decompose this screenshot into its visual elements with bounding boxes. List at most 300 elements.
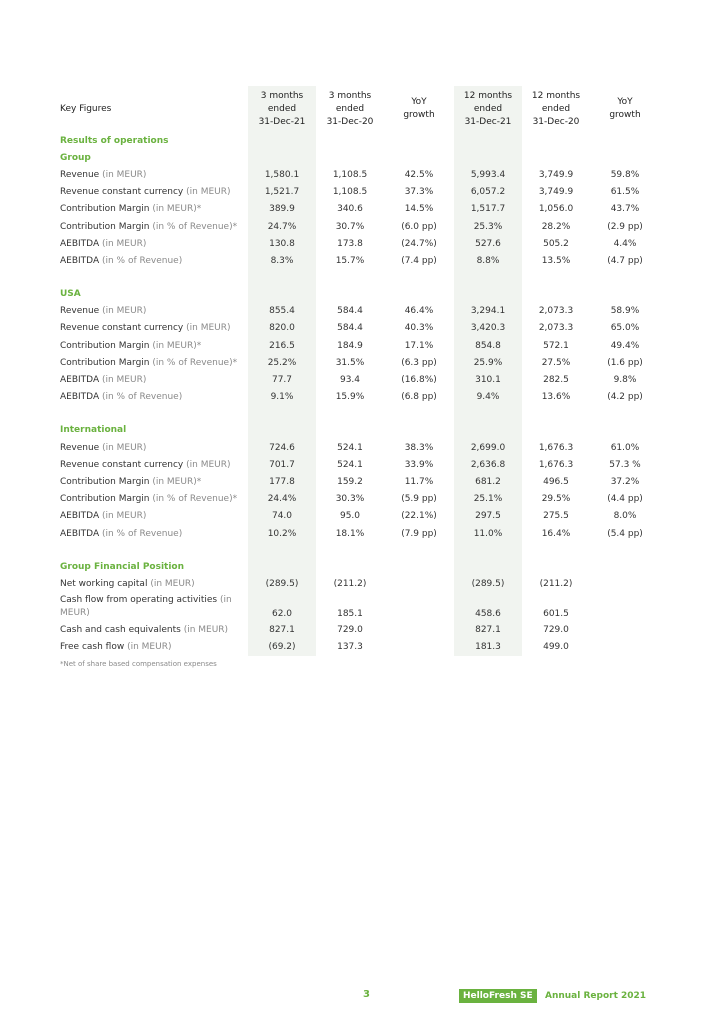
value-cell: 9.8% [613,375,637,386]
header-key-figures: Key Figures [60,103,112,114]
value-cell: 11.0% [454,525,522,542]
value-cell [590,575,660,592]
value-cell: 1,108.5 [332,187,368,198]
table-row [56,184,660,201]
spacer-cell [56,270,248,286]
table-row [56,252,660,269]
metric-unit: (in MEUR) [183,187,231,198]
value-cell: 1,108.5 [332,169,368,180]
value-cell: 701.7 [248,456,316,473]
metric-name: Contribution Margin [60,476,150,487]
value-cell: 93.4 [339,375,361,386]
empty-cell [522,286,590,303]
spacer-cell [590,542,660,558]
value-cell: 18.1% [335,528,365,539]
metric-unit: (in MEUR)* [149,340,202,351]
value-cell: 43.7% [610,204,640,215]
table-row [56,166,660,183]
metric-unit: (in % of Revenue)* [149,494,238,505]
value-cell: 24.7% [248,218,316,235]
metric-name: Contribution Margin [60,494,150,505]
spacer-cell [56,542,248,558]
empty-cell [590,149,660,166]
empty-cell [384,286,454,303]
empty-cell [522,132,590,149]
metric-unit: (in % of Revenue)* [149,221,238,232]
empty-cell [316,132,384,149]
metric-name: Contribution Margin [60,221,150,232]
value-cell: 9.4% [454,389,522,406]
empty-cell [384,149,454,166]
table-body [56,132,660,673]
section-heading-row [56,132,660,149]
value-cell: 8.8% [454,252,522,269]
value-cell: 4.4% [613,238,637,249]
metric-unit: (in MEUR) [99,375,147,386]
metric-name: AEBITDA [60,375,100,386]
value-cell: (5.9 pp) [401,494,437,505]
value-cell: 389.9 [248,201,316,218]
header-fy-2021: 12 months ended 31-Dec-21 [454,86,522,132]
spacer-cell [316,542,384,558]
spacer-cell [454,270,522,286]
metric-unit: (in MEUR) [99,169,147,180]
empty-cell [590,558,660,575]
section-heading: International [60,425,127,436]
value-cell: 572.1 [543,340,569,351]
header-fy-2020: 12 months ended 31-Dec-20 [531,90,581,127]
spacer-row [56,406,660,422]
value-cell: (4.4 pp) [607,494,643,505]
empty-cell [384,422,454,439]
empty-cell [248,656,316,673]
value-cell: 74.0 [248,508,316,525]
empty-cell [590,656,660,673]
value-cell: (7.4 pp) [401,255,437,266]
row-label [56,252,248,269]
section-heading-row [56,286,660,303]
metric-name: AEBITDA [60,392,100,403]
metric-name: Free cash flow [60,642,125,653]
value-cell: 59.8% [610,169,640,180]
spacer-cell [248,406,316,422]
row-label [56,439,248,456]
row-label [56,184,248,201]
metric-unit: (in % of Revenue)* [149,357,238,368]
value-cell: 584.4 [337,306,363,317]
company-badge: HelloFresh SE [459,989,537,1003]
value-cell [590,593,660,622]
value-cell: 14.5% [404,204,434,215]
value-cell: 185.1 [337,608,363,619]
row-label [56,235,248,252]
value-cell: (211.2) [539,578,573,589]
section-heading-row [56,149,660,166]
value-cell: (289.5) [248,575,316,592]
value-cell: (4.7 pp) [607,255,643,266]
value-cell: 854.8 [454,337,522,354]
metric-name: AEBITDA [60,528,100,539]
value-cell: 827.1 [248,622,316,639]
key-figures-table [56,86,660,673]
row-label [56,201,248,218]
empty-cell [248,558,316,575]
metric-unit: (in MEUR) [124,642,172,653]
header-q4-yoy: YoY growth [403,97,435,120]
value-cell: 137.3 [337,642,363,653]
empty-cell [454,422,522,439]
value-cell: 527.6 [454,235,522,252]
value-cell: (5.4 pp) [607,528,643,539]
metric-name: AEBITDA [60,238,100,249]
value-cell: 177.8 [248,473,316,490]
value-cell [384,639,454,656]
row-label [56,354,248,371]
value-cell: 855.4 [248,303,316,320]
metric-name: Revenue [60,169,100,180]
value-cell: 1,676.3 [538,442,574,453]
empty-cell [454,558,522,575]
empty-cell [316,422,384,439]
section-heading-row [56,558,660,575]
value-cell: 724.6 [248,439,316,456]
empty-cell [316,656,384,673]
spacer-cell [248,270,316,286]
spacer-cell [384,406,454,422]
table-row [56,575,660,592]
value-cell: 61.5% [610,187,640,198]
value-cell: 729.0 [543,625,569,636]
value-cell: 9.1% [248,389,316,406]
value-cell: 28.2% [541,221,571,232]
row-label [56,389,248,406]
value-cell: 8.0% [613,511,637,522]
metric-unit: (in MEUR) [99,442,147,453]
table-row [56,622,660,639]
value-cell: (289.5) [454,575,522,592]
spacer-cell [590,406,660,422]
empty-cell [522,422,590,439]
table-row [56,354,660,371]
empty-cell [522,149,590,166]
empty-cell [454,132,522,149]
empty-cell [384,132,454,149]
row-label [56,218,248,235]
value-cell: 173.8 [337,238,363,249]
value-cell: 15.9% [335,392,365,403]
value-cell: 11.7% [404,476,434,487]
metric-name: Revenue constant currency [60,459,184,470]
row-label [56,622,248,639]
value-cell: 17.1% [404,340,434,351]
empty-cell [454,656,522,673]
table-row [56,337,660,354]
metric-unit: (in MEUR)* [149,204,202,215]
value-cell: 184.9 [337,340,363,351]
value-cell: 37.3% [404,187,434,198]
value-cell: 297.5 [454,508,522,525]
value-cell: 24.4% [248,491,316,508]
value-cell: 1,056.0 [538,204,574,215]
value-cell: 458.6 [454,593,522,622]
value-cell: 524.1 [337,459,363,470]
value-cell: 42.5% [404,169,434,180]
value-cell: 25.2% [248,354,316,371]
table-row [56,491,660,508]
value-cell: 27.5% [541,357,571,368]
metric-name: Cash flow from operating activities [60,594,218,605]
value-cell: 10.2% [248,525,316,542]
value-cell: 77.7 [248,371,316,388]
value-cell: 31.5% [335,357,365,368]
value-cell: 8.3% [248,252,316,269]
empty-cell [590,286,660,303]
spacer-row [56,542,660,558]
spacer-cell [56,406,248,422]
table-row [56,371,660,388]
value-cell: 524.1 [337,442,363,453]
table-row [56,525,660,542]
metric-name: Contribution Margin [60,357,150,368]
value-cell: 3,749.9 [538,187,574,198]
spacer-cell [316,406,384,422]
section-heading: USA [60,289,81,300]
table-row [56,473,660,490]
value-cell: 827.1 [454,622,522,639]
value-cell: 1,580.1 [248,166,316,183]
empty-cell [384,558,454,575]
empty-cell [316,149,384,166]
value-cell: 499.0 [543,642,569,653]
spacer-cell [384,542,454,558]
value-cell: 15.7% [335,255,365,266]
value-cell: 37.2% [610,476,640,487]
empty-cell [248,132,316,149]
value-cell: 216.5 [248,337,316,354]
value-cell: (16.8%) [401,375,437,386]
metric-name: Revenue constant currency [60,323,184,334]
value-cell: (69.2) [248,639,316,656]
row-label [56,593,248,622]
empty-cell [590,132,660,149]
value-cell: 3,294.1 [454,303,522,320]
value-cell: 61.0% [610,442,640,453]
value-cell: 29.5% [541,494,571,505]
value-cell: 49.4% [610,340,640,351]
spacer-cell [522,542,590,558]
value-cell: 310.1 [454,371,522,388]
value-cell: 5,993.4 [454,166,522,183]
value-cell [384,575,454,592]
value-cell: 40.3% [404,323,434,334]
value-cell: 16.4% [541,528,571,539]
metric-name: Net working capital [60,578,148,589]
metric-unit: (in MEUR) [60,594,232,618]
metric-name: AEBITDA [60,511,100,522]
value-cell: 25.9% [454,354,522,371]
page-number: 3 [363,989,370,1000]
metric-name: Revenue constant currency [60,187,184,198]
spacer-cell [590,270,660,286]
metric-name: Contribution Margin [60,340,150,351]
value-cell: (6.0 pp) [401,221,437,232]
row-label [56,371,248,388]
metric-name: Revenue [60,306,100,317]
table-row [56,218,660,235]
metric-name: AEBITDA [60,255,100,266]
value-cell: 95.0 [339,511,361,522]
value-cell: 820.0 [248,320,316,337]
spacer-cell [522,406,590,422]
metric-unit: (in % of Revenue) [99,255,183,266]
section-heading: Group Financial Position [60,561,185,572]
value-cell: 25.1% [454,491,522,508]
table-row [56,320,660,337]
empty-cell [384,656,454,673]
empty-cell [248,286,316,303]
row-label [56,166,248,183]
spacer-cell [454,406,522,422]
value-cell: 282.5 [543,375,569,386]
empty-cell [454,286,522,303]
value-cell: (6.8 pp) [401,392,437,403]
value-cell: 2,073.3 [538,306,574,317]
metric-unit: (in MEUR) [99,306,147,317]
metric-unit: (in % of Revenue) [99,392,183,403]
value-cell: 38.3% [404,442,434,453]
spacer-cell [248,542,316,558]
value-cell: 13.5% [541,255,571,266]
value-cell: 13.6% [541,392,571,403]
table-row [56,303,660,320]
value-cell: 340.6 [337,204,363,215]
spacer-cell [384,270,454,286]
value-cell: (4.2 pp) [607,392,643,403]
value-cell: 46.4% [404,306,434,317]
value-cell: 30.7% [335,221,365,232]
value-cell [384,593,454,622]
row-label [56,508,248,525]
empty-cell [316,286,384,303]
metric-name: Revenue [60,442,100,453]
value-cell: 2,636.8 [454,456,522,473]
row-label [56,473,248,490]
value-cell: 181.3 [454,639,522,656]
value-cell: (6.3 pp) [401,357,437,368]
metric-unit: (in MEUR) [99,511,147,522]
table-row [56,639,660,656]
table-row [56,456,660,473]
section-heading: Results of operations [60,135,169,146]
empty-cell [248,422,316,439]
value-cell: 275.5 [543,511,569,522]
value-cell: 505.2 [543,238,569,249]
spacer-cell [454,542,522,558]
value-cell [590,639,660,656]
value-cell: 30.3% [335,494,365,505]
value-cell: 729.0 [337,625,363,636]
value-cell: 1,521.7 [248,184,316,201]
empty-cell [522,656,590,673]
footnote: *Net of share based compensation expenses [60,660,217,669]
row-label [56,575,248,592]
value-cell: 681.2 [454,473,522,490]
value-cell: 159.2 [337,476,363,487]
value-cell: (24.7%) [401,238,437,249]
metric-unit: (in MEUR) [183,459,231,470]
value-cell [590,622,660,639]
row-label [56,639,248,656]
section-heading-row [56,422,660,439]
table-header-row [56,86,660,132]
metric-unit: (in MEUR)* [149,476,202,487]
row-label [56,525,248,542]
spacer-cell [522,270,590,286]
value-cell: 2,073.3 [538,323,574,334]
value-cell: (211.2) [333,578,367,589]
metric-unit: (in MEUR) [147,578,195,589]
value-cell [384,622,454,639]
table-row [56,508,660,525]
value-cell: 601.5 [543,608,569,619]
report-title: Annual Report 2021 [545,991,647,1001]
metric-unit: (in % of Revenue) [99,528,183,539]
row-label [56,491,248,508]
empty-cell [522,558,590,575]
row-label [56,456,248,473]
empty-cell [454,149,522,166]
footnote-row [56,656,660,673]
table-row [56,201,660,218]
value-cell: 2,699.0 [454,439,522,456]
value-cell: 496.5 [543,476,569,487]
table-row [56,593,660,622]
row-label [56,320,248,337]
empty-cell [590,422,660,439]
value-cell: 130.8 [248,235,316,252]
value-cell: 65.0% [610,323,640,334]
value-cell: (7.9 pp) [401,528,437,539]
value-cell: 33.9% [404,459,434,470]
header-fy-yoy: YoY growth [609,97,641,120]
metric-name: Cash and cash equivalents [60,625,181,636]
value-cell: (2.9 pp) [607,221,643,232]
metric-name: Contribution Margin [60,204,150,215]
value-cell: 3,420.3 [454,320,522,337]
value-cell: 57.3 % [609,459,641,470]
row-label [56,337,248,354]
section-heading: Group [60,152,91,163]
empty-cell [248,149,316,166]
value-cell: 1,676.3 [538,459,574,470]
metric-unit: (in MEUR) [180,625,229,636]
value-cell: 1,517.7 [454,201,522,218]
metric-unit: (in MEUR) [99,238,147,249]
header-q4-2021: 3 months ended 31-Dec-21 [248,86,316,132]
table-row [56,235,660,252]
value-cell: 3,749.9 [538,169,574,180]
value-cell: (22.1%) [401,511,437,522]
spacer-row [56,270,660,286]
row-label [56,303,248,320]
value-cell: 6,057.2 [454,184,522,201]
value-cell: 25.3% [454,218,522,235]
header-q4-2020: 3 months ended 31-Dec-20 [326,90,374,127]
value-cell: (1.6 pp) [607,357,643,368]
table-row [56,389,660,406]
value-cell: 62.0 [248,593,316,622]
table-row [56,439,660,456]
